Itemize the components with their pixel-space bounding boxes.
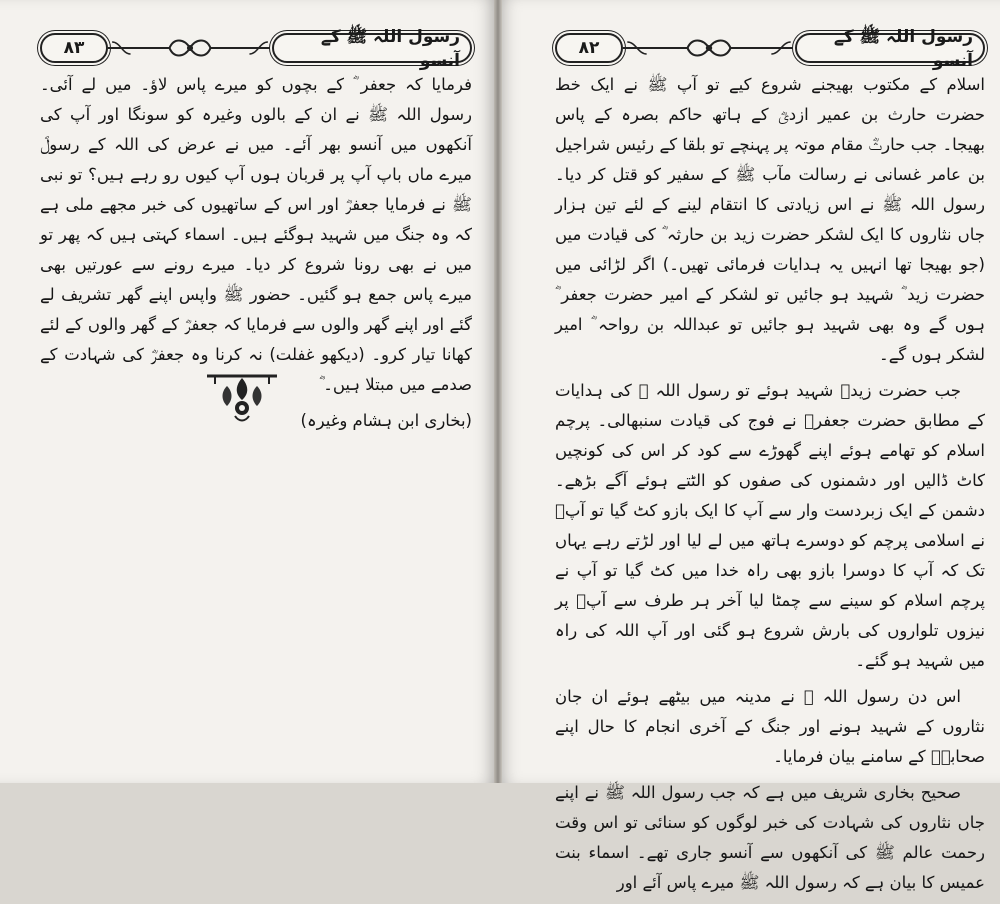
left-running-title: رسول اللہ ﷺ کے آنسو <box>272 33 472 63</box>
right-page-header <box>555 26 985 71</box>
right-page <box>497 0 1000 892</box>
book-gutter <box>494 0 502 783</box>
right-paragraph-1: اسلام کے مکتوب بھیجنے شروع کیے تو آپ ﷺ نے ایک خط حضرت حارث بن عمیر ازدیؓ کے ہاتھ حاکم بصرہ کے پاس بھیجا۔ جب حارثؓ مقام موتہ پر پہنچے تو بلقا کے رئیس شراجیل بن عامر غسانی نے رسالت مآب ﷺ کے سفیر کو قتل کر دیا۔ رسول اللہ ﷺ نے اس زیادتی کا انتقام لینے کے لئے تین ہزار جاں نثاروں کا ایک لشکر حضرت زید بن حارثہ ؓ کی قیادت میں (جو بھیجا تھا انہیں یہ ہدایات فرمائی تھیں۔) اگر لڑائی میں حضرت زید ؓ شہید ہو جائیں تو لشکر کے امیر حضرت جعفر ؓ ہوں گے وہ بھی شہید ہو جائیں تو عبداللہ بن رواحہ ؓ امیر لشکر ہوں گے۔ <box>555 75 985 364</box>
header-scroll-ornament-icon <box>108 33 272 63</box>
left-page-header <box>40 26 472 71</box>
right-page-body <box>555 70 985 904</box>
left-page-number: ۸۳ <box>40 33 108 63</box>
right-paragraph-4: صحیح بخاری شریف میں ہے کہ جب رسول اللہ ﷺ نے اپنے جاں نثاروں کی شہادت کی خبر لوگوں کو سنائی تو اس وقت رحمت عالم ﷺ کی آنکھوں سے آنسو جاری تھے۔ اسماء بنت عمیس کا بیان ہے کہ رسول اللہ ﷺ میرے پاس آئے اور <box>555 783 985 892</box>
right-page-number: ۸۲ <box>555 33 623 63</box>
left-source-reference: (بخاری ابن ہشام وغیرہ) <box>300 411 472 430</box>
right-paragraph-3: اس دن رسول اللہ ﷺ نے مدینہ میں بیٹھے ہوئے ان جان نثاروں کے شہید ہونے اور جنگ کے آخری انجام کا حال اپنے صحابہؓ کے سامنے بیان فرمایا۔ <box>555 687 985 766</box>
header-scroll-ornament-icon <box>623 33 795 63</box>
section-divider-ornament-icon <box>205 372 279 424</box>
left-page <box>0 0 497 783</box>
left-paragraph-1: فرمایا کہ جعفر ؓ کے بچوں کو میرے پاس لاؤ۔ میں لے آئی۔ رسول اللہ ﷺ نے ان کے بالوں وغیرہ کو سونگا اور آپ کی آنکھوں میں آنسو بھر آئے۔ میں نے عرض کی اللہ کے رسولؐ میرے ماں باپ آپ پر قربان ہوں آپ کیوں رو رہے ہیں؟ تو نبی ﷺ نے فرمایا جعفرؓ اور اس کے ساتھیوں کی خبر مجھے ملی ہے کہ وہ جنگ میں شہید ہوگئے ہیں۔ اسماء کہتی ہیں کہ پھر تو میں نے بھی رونا شروع کر دیا۔ میرے رونے سے عورتیں بھی میرے پاس جمع ہو گئیں۔ حضور ﷺ واپس اپنے گھر تشریف لے گئے اور اپنے گھر والوں سے فرمایا کہ جعفرؓ کے گھر والوں کے لئے کھانا تیار کرو۔ (دیکھو غفلت) نہ کرنا وہ جعفرؓ کی شہادت کے صدمے میں مبتلا ہیں۔ ؓ <box>40 75 472 394</box>
right-paragraph-2: جب حضرت زیدؓ شہید ہوئے تو رسول اللہ ﷺ کی ہدایات کے مطابق حضرت جعفرؓ نے فوج کی قیادت سنبھالی۔ پرچم اسلام کو تھامے ہوئے اپنے گھوڑے سے کود کر اس کی کونچیں کاٹ ڈالیں اور دشمنوں کی صفوں کو الٹتے ہوئے آگے بڑھے۔ دشمن کے ایک زبردست وار سے آپ کا ایک بازو کٹ گیا تو آپؓ نے اسلامی پرچم کو دوسرے ہاتھ میں لے لیا اور لڑتے رہے یہاں تک کہ آپ کا دوسرا بازو بھی راہ خدا میں کٹ گیا تو آپ نے پرچم اسلام کو سینے سے چمٹا لیا آخر ہر طرف سے آپؓ پر نیزوں تلواروں کی بارش شروع ہو گئی اور آپ اللہ کی راہ میں شہید ہو گئے۔ <box>555 381 985 670</box>
right-running-title: رسول اللہ ﷺ کے آنسو <box>795 33 985 63</box>
